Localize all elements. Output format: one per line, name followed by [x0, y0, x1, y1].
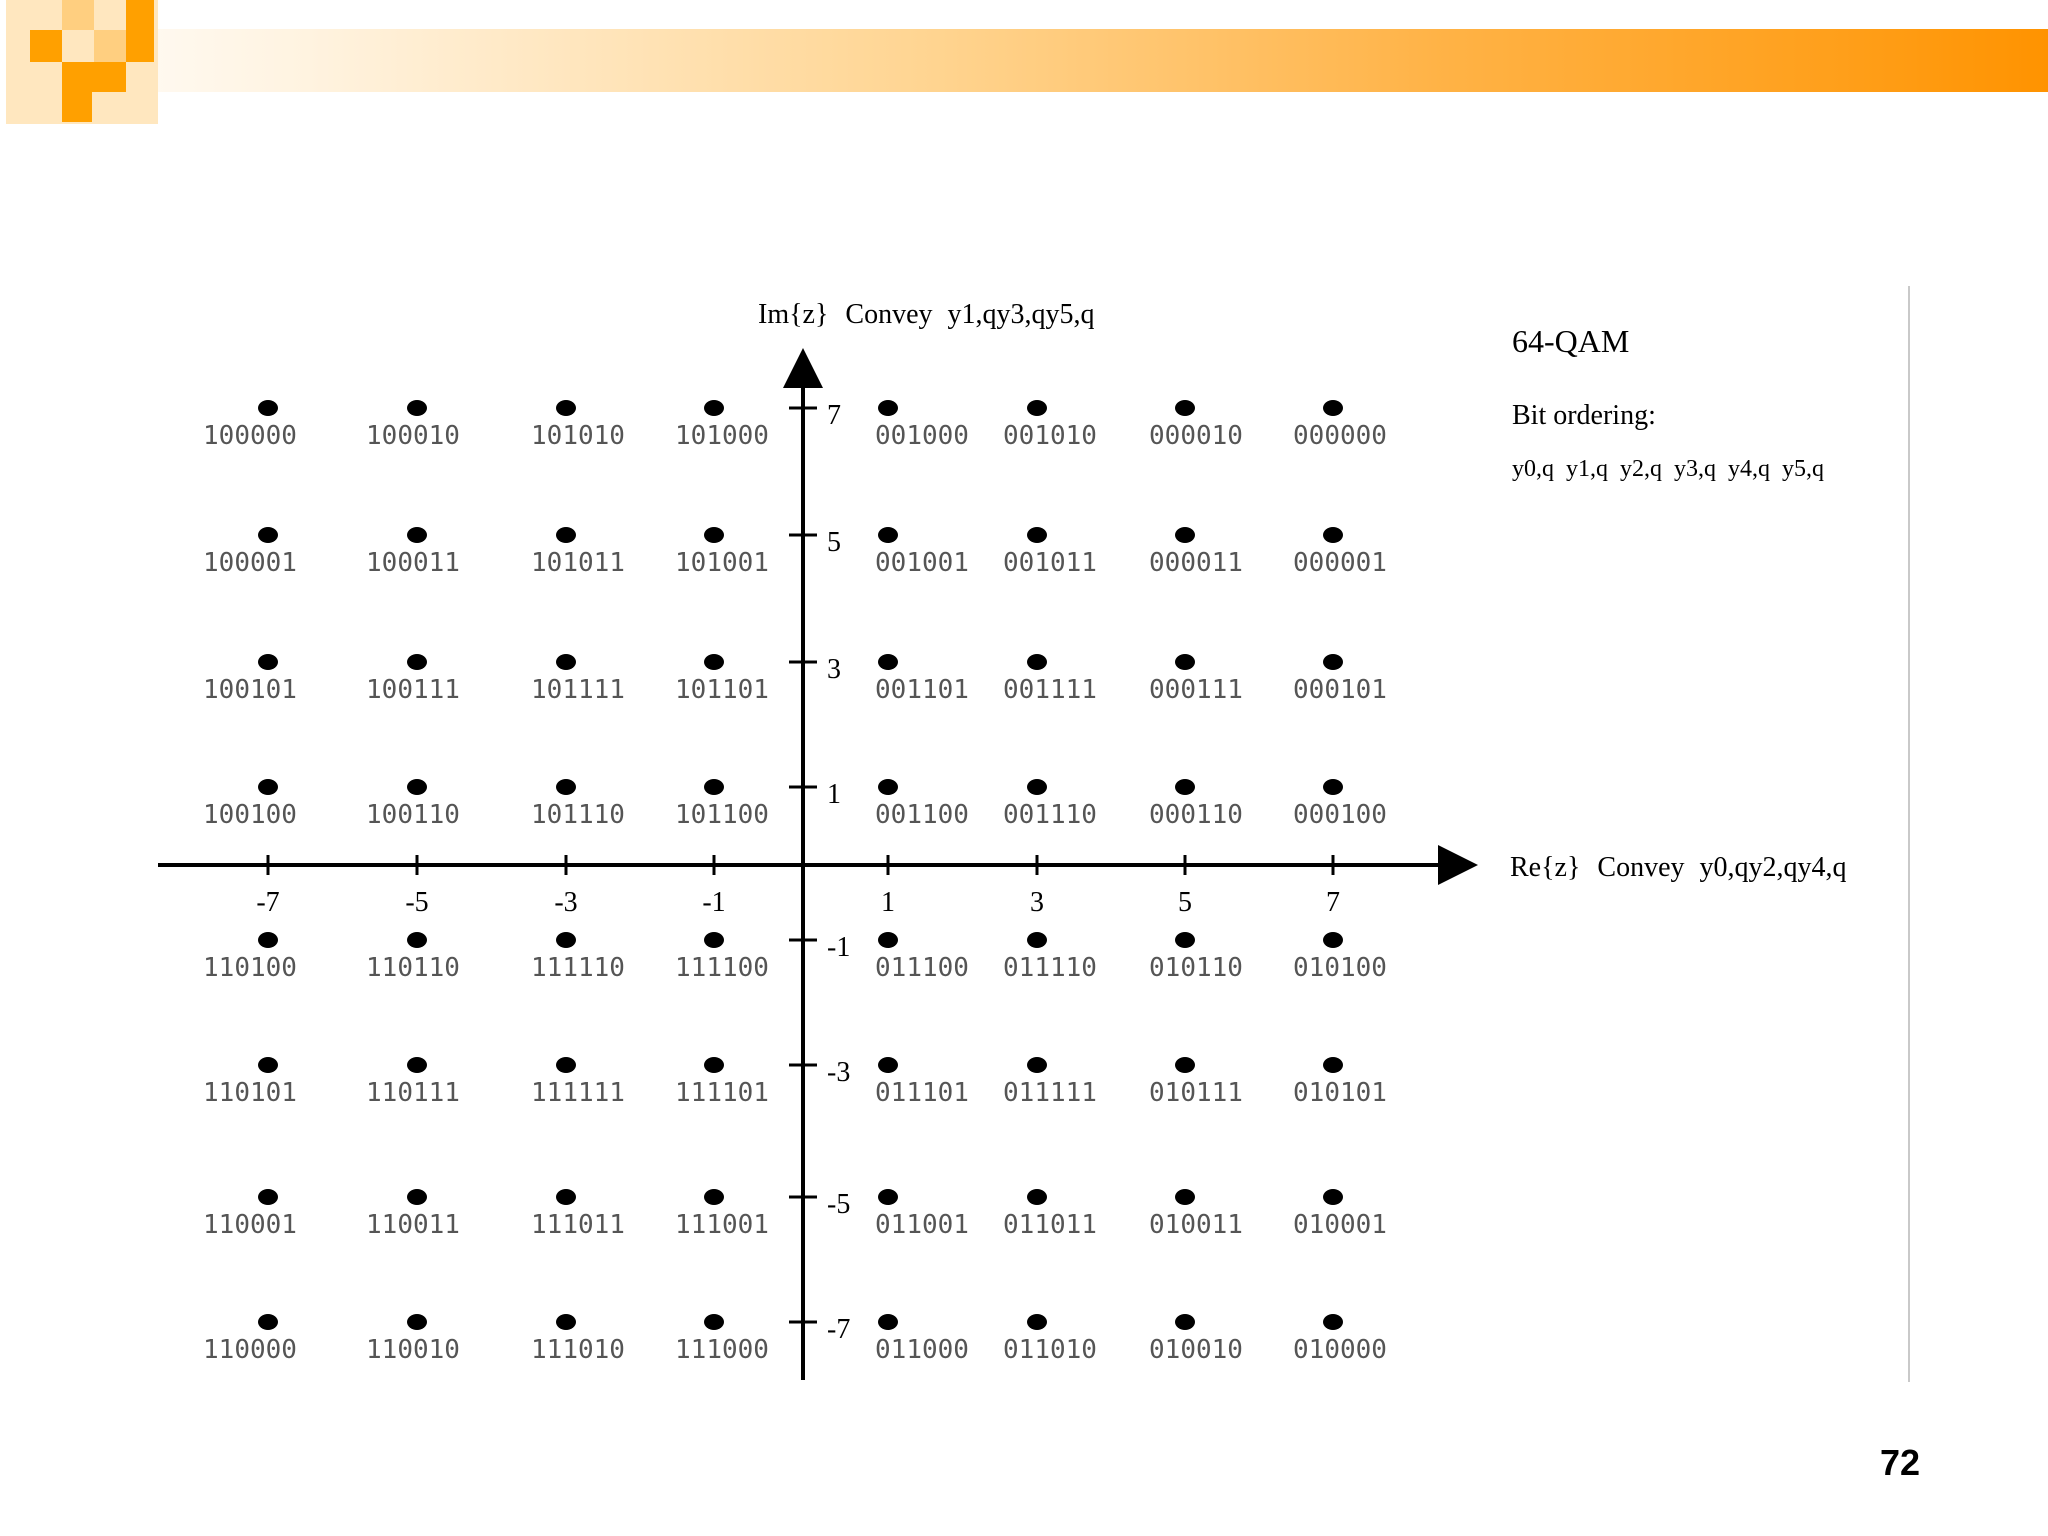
point-bit-label: 110010 [366, 1335, 460, 1365]
point-bit-label: 000100 [1293, 800, 1387, 830]
page-number: 72 [1880, 1442, 1921, 1483]
constellation-point [878, 932, 898, 948]
constellation-point [258, 400, 278, 416]
y-tick-label: 7 [827, 400, 841, 431]
point-bit-label: 011110 [1003, 953, 1097, 983]
constellation-point [1175, 1057, 1195, 1073]
constellation-point [556, 527, 576, 543]
point-bit-label: 100010 [366, 421, 460, 451]
y-tick-label: -1 [827, 932, 851, 963]
legend-bit-ordering-label: Bit ordering: [1512, 400, 1656, 431]
x-tick-label: -3 [554, 887, 578, 918]
constellation-point [878, 779, 898, 795]
x-tick-label: -7 [256, 887, 280, 918]
x-tick-label: 5 [1178, 887, 1192, 918]
point-bit-label: 100011 [366, 548, 460, 578]
point-bit-label: 110001 [203, 1210, 297, 1240]
point-bit-label: 101011 [531, 548, 625, 578]
constellation-point [704, 1314, 724, 1330]
point-bit-label: 000111 [1149, 675, 1243, 705]
legend-bit-ordering: y0,q y1,q y2,q y3,q y4,q y5,q [1512, 456, 1824, 482]
point-bit-label: 011011 [1003, 1210, 1097, 1240]
x-tick-label: -5 [405, 887, 429, 918]
constellation-point [1027, 527, 1047, 543]
point-bit-label: 011001 [875, 1210, 969, 1240]
constellation-point [1323, 527, 1343, 543]
point-bit-label: 100111 [366, 675, 460, 705]
constellation-point [1323, 1314, 1343, 1330]
constellation-point [1323, 932, 1343, 948]
constellation-point [258, 654, 278, 670]
constellation-point [407, 654, 427, 670]
constellation-point [407, 932, 427, 948]
constellation-point [878, 1057, 898, 1073]
constellation-point [1175, 400, 1195, 416]
constellation-point [704, 779, 724, 795]
divider-line [1908, 286, 1910, 1382]
point-bit-label: 110101 [203, 1078, 297, 1108]
constellation-point [1323, 1057, 1343, 1073]
point-bit-label: 111110 [531, 953, 625, 983]
point-bit-label: 000001 [1293, 548, 1387, 578]
point-bit-label: 011010 [1003, 1335, 1097, 1365]
point-bit-label: 101101 [675, 675, 769, 705]
y-tick-label: -5 [827, 1189, 851, 1220]
constellation-point [1027, 654, 1047, 670]
point-bit-label: 001010 [1003, 421, 1097, 451]
x-tick-label: -1 [702, 887, 726, 918]
point-bit-label: 000010 [1149, 421, 1243, 451]
point-bit-label: 000101 [1293, 675, 1387, 705]
point-bit-label: 011100 [875, 953, 969, 983]
constellation-point [1323, 1189, 1343, 1205]
constellation-point [1027, 932, 1047, 948]
point-bit-label: 010011 [1149, 1210, 1243, 1240]
point-bit-label: 010101 [1293, 1078, 1387, 1108]
constellation-point [704, 932, 724, 948]
point-bit-label: 001100 [875, 800, 969, 830]
point-bit-label: 010110 [1149, 953, 1243, 983]
point-bit-label: 001001 [875, 548, 969, 578]
point-bit-label: 101110 [531, 800, 625, 830]
point-bit-label: 101001 [675, 548, 769, 578]
point-bit-label: 101100 [675, 800, 769, 830]
constellation-point [878, 400, 898, 416]
constellation-point [407, 1057, 427, 1073]
point-bit-label: 100110 [366, 800, 460, 830]
imag-axis-label: Im{z} Convey y1,qy3,qy5,q [758, 299, 1095, 330]
y-tick-label: 3 [827, 654, 841, 685]
constellation-point [556, 932, 576, 948]
point-bit-label: 101010 [531, 421, 625, 451]
constellation-point [556, 654, 576, 670]
constellation-point [258, 932, 278, 948]
point-bit-label: 011111 [1003, 1078, 1097, 1108]
constellation-point [407, 400, 427, 416]
constellation-point [407, 1189, 427, 1205]
constellation-point [704, 527, 724, 543]
constellation-point [1175, 1314, 1195, 1330]
point-bit-label: 010111 [1149, 1078, 1243, 1108]
constellation-point [407, 779, 427, 795]
point-bit-label: 110110 [366, 953, 460, 983]
point-bit-label: 001101 [875, 675, 969, 705]
constellation-point [1175, 1189, 1195, 1205]
constellation-point [1323, 400, 1343, 416]
constellation-point [1175, 779, 1195, 795]
constellation-point [878, 527, 898, 543]
point-bit-label: 110111 [366, 1078, 460, 1108]
point-bit-label: 001110 [1003, 800, 1097, 830]
point-bit-label: 111111 [531, 1078, 625, 1108]
point-bit-label: 101000 [675, 421, 769, 451]
point-bit-label: 001000 [875, 421, 969, 451]
x-tick-label: 1 [881, 887, 895, 918]
constellation-point [258, 1189, 278, 1205]
point-bit-label: 100001 [203, 548, 297, 578]
constellation-point [556, 779, 576, 795]
constellation-point [1323, 779, 1343, 795]
constellation-point [1027, 1314, 1047, 1330]
constellation-point [556, 400, 576, 416]
constellation-point [556, 1314, 576, 1330]
point-bit-label: 110000 [203, 1335, 297, 1365]
point-bit-label: 100000 [203, 421, 297, 451]
point-bit-label: 010001 [1293, 1210, 1387, 1240]
point-bit-label: 010000 [1293, 1335, 1387, 1365]
constellation-point [704, 654, 724, 670]
real-axis-label: Re{z} Convey y0,qy2,qy4,q [1510, 852, 1847, 883]
point-bit-label: 111101 [675, 1078, 769, 1108]
constellation-point [704, 1057, 724, 1073]
constellation-point [1175, 654, 1195, 670]
point-bit-label: 011101 [875, 1078, 969, 1108]
constellation-point [878, 1314, 898, 1330]
point-bit-label: 001111 [1003, 675, 1097, 705]
point-bit-label: 001011 [1003, 548, 1097, 578]
constellation-point [704, 1189, 724, 1205]
point-bit-label: 010010 [1149, 1335, 1243, 1365]
point-bit-label: 111001 [675, 1210, 769, 1240]
constellation-point [1027, 779, 1047, 795]
constellation-point [556, 1189, 576, 1205]
y-tick-label: 1 [827, 779, 841, 810]
constellation-point [878, 654, 898, 670]
constellation-point [258, 1057, 278, 1073]
constellation-point [1175, 932, 1195, 948]
point-bit-label: 110100 [203, 953, 297, 983]
constellation-point [258, 1314, 278, 1330]
constellation-point [1027, 1189, 1047, 1205]
legend-title: 64-QAM [1512, 323, 1630, 359]
x-tick-label: 3 [1030, 887, 1044, 918]
constellation-point [704, 400, 724, 416]
x-tick-label: 7 [1326, 887, 1340, 918]
constellation-point [258, 779, 278, 795]
point-bit-label: 000110 [1149, 800, 1243, 830]
point-bit-label: 101111 [531, 675, 625, 705]
constellation-point [878, 1189, 898, 1205]
constellation-point [407, 527, 427, 543]
constellation-point [1175, 527, 1195, 543]
point-bit-label: 111000 [675, 1335, 769, 1365]
constellation-point [556, 1057, 576, 1073]
point-bit-label: 010100 [1293, 953, 1387, 983]
point-bit-label: 111100 [675, 953, 769, 983]
constellation-point [1027, 1057, 1047, 1073]
point-bit-label: 000000 [1293, 421, 1387, 451]
point-bit-label: 110011 [366, 1210, 460, 1240]
point-bit-label: 100100 [203, 800, 297, 830]
constellation-point [1323, 654, 1343, 670]
point-bit-label: 000011 [1149, 548, 1243, 578]
point-bit-label: 111011 [531, 1210, 625, 1240]
point-bit-label: 111010 [531, 1335, 625, 1365]
constellation-point [407, 1314, 427, 1330]
constellation-point [1027, 400, 1047, 416]
y-tick-label: -3 [827, 1057, 851, 1088]
y-tick-label: 5 [827, 527, 841, 558]
point-bit-label: 011000 [875, 1335, 969, 1365]
point-bit-label: 100101 [203, 675, 297, 705]
constellation-point [258, 527, 278, 543]
y-tick-label: -7 [827, 1314, 851, 1345]
